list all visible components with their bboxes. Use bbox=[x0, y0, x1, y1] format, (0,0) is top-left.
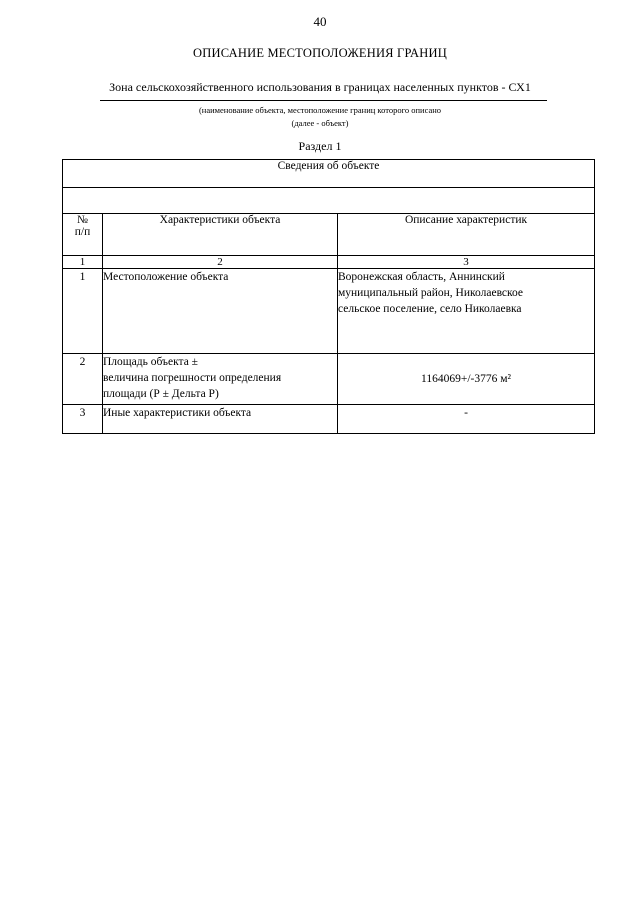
column-index-cell: 2 bbox=[103, 256, 338, 269]
document-title: ОПИСАНИЕ МЕСТОПОЛОЖЕНИЯ ГРАНИЦ bbox=[193, 46, 447, 60]
column-header-num-line-1: № bbox=[77, 214, 88, 226]
object-name-underline bbox=[100, 100, 547, 101]
row-description bbox=[338, 405, 595, 434]
description-line: - bbox=[464, 407, 468, 419]
area-value: 1164069+/-3776 м² bbox=[421, 373, 511, 385]
row-description bbox=[338, 269, 595, 354]
table-header-row bbox=[63, 160, 595, 188]
row-characteristic bbox=[103, 269, 338, 354]
column-header-num-line-2: п/п bbox=[74, 226, 91, 238]
object-caption-line-1: (наименование объекта, местоположение границ которого описано bbox=[198, 105, 442, 115]
characteristic-line: Площадь объекта ± bbox=[103, 356, 198, 368]
object-caption bbox=[0, 104, 640, 130]
table-empty-cell bbox=[63, 188, 595, 214]
row-characteristic bbox=[103, 405, 338, 434]
object-caption-line-2: (далее - объект) bbox=[291, 118, 349, 128]
description-line: Воронежская область, Аннинский bbox=[338, 271, 505, 283]
section-label: Раздел 1 bbox=[298, 139, 342, 153]
column-header-characteristics: Характеристики объекта bbox=[103, 214, 338, 256]
page-number: 40 bbox=[313, 14, 327, 29]
column-header-row bbox=[63, 214, 595, 256]
row-characteristic bbox=[103, 354, 338, 405]
column-header-description: Описание характеристик bbox=[338, 214, 595, 256]
row-number: 3 bbox=[63, 405, 103, 434]
characteristic-line: площади (Р ± Дельта Р) bbox=[103, 388, 219, 400]
column-index-cell: 1 bbox=[63, 256, 103, 269]
characteristic-line: Местоположение объекта bbox=[103, 271, 229, 283]
row-number: 1 bbox=[63, 269, 103, 354]
column-index-cell: 3 bbox=[338, 256, 595, 269]
table-header: Сведения об объекте bbox=[63, 160, 595, 188]
column-index-row bbox=[63, 256, 595, 269]
table-row bbox=[63, 354, 595, 405]
object-info-table bbox=[62, 159, 595, 434]
object-name: Зона сельскохозяйственного использования в границах населенных пунктов - СХ1 bbox=[109, 80, 531, 94]
table-row bbox=[63, 269, 595, 354]
row-number: 2 bbox=[63, 354, 103, 405]
description-line: муниципальный район, Николаевское bbox=[338, 287, 524, 299]
characteristic-line: Иные характеристики объекта bbox=[103, 407, 252, 419]
description-line: сельское поселение, село Николаевка bbox=[338, 303, 522, 315]
table-row bbox=[63, 405, 595, 434]
column-header-num bbox=[63, 214, 103, 256]
row-description bbox=[338, 354, 595, 405]
table-empty-row bbox=[63, 188, 595, 214]
characteristic-line: величина погрешности определения bbox=[103, 372, 282, 384]
